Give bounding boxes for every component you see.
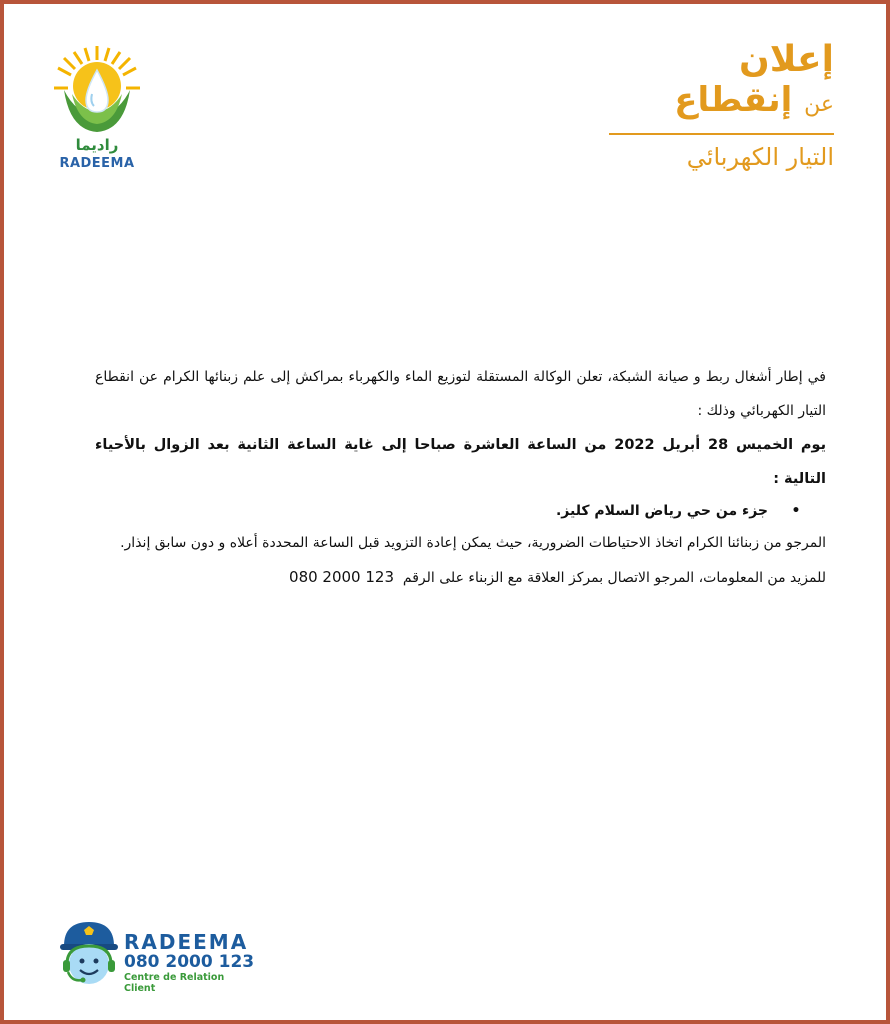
customer-center-logo — [58, 914, 258, 994]
list-item — [95, 496, 826, 526]
schedule-line: يوم الخميس 28 أبريل 2022 من الساعة العاشرة صباحا إلى غاية الساعة الثانية بعد الزوال بالأحياء التالية : — [95, 437, 827, 487]
bullet-icon: • — [791, 503, 801, 519]
area-text: جزء من حي رياض السلام كليز. — [555, 503, 768, 519]
title-line2 — [604, 80, 834, 125]
notice-paragraph: المرجو من زبنائنا الكرام اتخاذ الاحتياطات الضرورية، حيث يمكن إعادة التزويد قبل الساعة المحددة أعلاه و دون سابق إنذار. — [120, 535, 826, 551]
contact-number: 080 2000 123 — [289, 568, 395, 586]
sun-water-drop-icon — [52, 44, 142, 136]
logo-arabic-name: راديما — [75, 136, 119, 154]
intro-paragraph: في إطار أشغال ربط و صيانة الشبكة، تعلن الوكالة المستقلة لتوزيع الماء والكهرباء بمراكش إلى علم زبنائها الكرام عن انقطاع التيار الكهربائي وذلك : — [95, 369, 826, 419]
customer-center-tagline: Centre de Relation Client — [124, 972, 225, 994]
title-line2-main: إنقطاع — [674, 80, 793, 120]
title-line3: التيار الكهربائي — [686, 143, 834, 171]
title-line2-prefix: عن — [804, 92, 834, 117]
contact-line — [95, 562, 826, 593]
announcement-title — [604, 40, 834, 173]
customer-phone: 080 2000 123 — [124, 952, 255, 972]
title-line1: إعلان — [739, 39, 834, 80]
agent-mascot-icon — [58, 916, 120, 994]
contact-text: للمزيد من المعلومات، المرجو الاتصال بمركز العلاقة مع الزبناء على الرقم — [402, 570, 826, 586]
title-divider — [609, 133, 834, 135]
announcement-body — [95, 360, 826, 607]
brand-name: RADEEMA — [124, 930, 249, 954]
logo-latin-name: RADEEMA — [59, 156, 135, 171]
radeema-logo — [52, 44, 142, 179]
